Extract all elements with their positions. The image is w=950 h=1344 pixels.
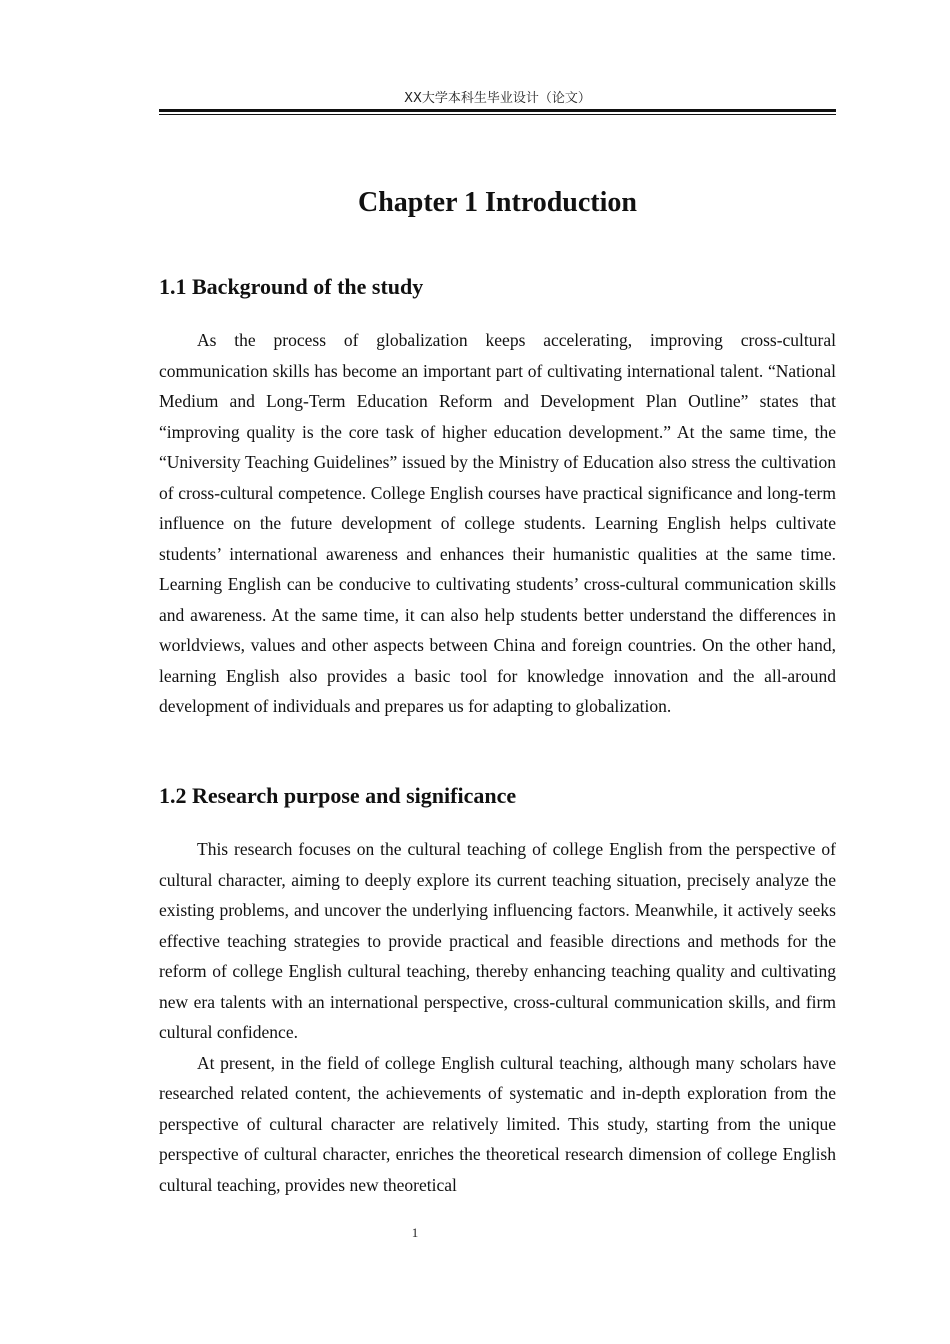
chapter-title: Chapter 1 Introduction bbox=[357, 187, 637, 218]
section-body-background bbox=[159, 325, 836, 722]
running-header: XX大学本科生毕业设计（论文） bbox=[404, 91, 591, 106]
header-rule-thick bbox=[159, 109, 836, 112]
paragraph: As the process of globalization keeps accelerating, improving cross-cultural communication skills has become an important part of cultivating international talent. “National Medium and Long-Term Education Reform and Development Plan Outline” states that “improving quality is the core task of higher education development.” At the same time, the “University Teaching Guidelines” issued by the Ministry of Education also stress the cultivation of cross-cultural competence. College English courses have practical significance and long-term influence on the future development of college students. Learning English helps cultivate students’ international awareness and enhances their humanistic qualities at the same time. Learning English can be conducive to cultivating students’ cross-cultural communication skills and awareness. At the same time, it can also help students better understand the differences in worldviews, values and other aspects between China and foreign countries. On the other hand, learning English also provides a basic tool for knowledge innovation and the all-around development of individuals and prepares us for adapting to globalization. bbox=[159, 330, 836, 716]
section-heading-research-purpose: 1.2 Research purpose and significance bbox=[159, 783, 517, 808]
page-number: 1 bbox=[411, 1225, 419, 1240]
section-heading-background: 1.1 Background of the study bbox=[159, 274, 424, 299]
header-rule-thin bbox=[159, 114, 836, 115]
section-body-research-purpose bbox=[159, 834, 836, 1200]
paragraph: At present, in the field of college English cultural teaching, although many scholars have researched related content, the achievements of systematic and in-depth exploration from the perspective of cultural character are relatively limited. This study, starting from the unique perspective of cultural character, enriches the theoretical research dimension of college English cultural teaching, provides new theoretical bbox=[159, 1052, 836, 1195]
paragraph: This research focuses on the cultural teaching of college English from the perspective of cultural character, aiming to deeply explore its current teaching situation, precisely analyze the existing problems, and uncover the underlying influencing factors. Meanwhile, it actively seeks effective teaching strategies to provide practical and feasible directions and methods for the reform of college English cultural teaching, thereby enhancing teaching quality and cultivating new era talents with an international perspective, cross-cultural communication skills, and firm cultural confidence. bbox=[159, 839, 836, 1042]
